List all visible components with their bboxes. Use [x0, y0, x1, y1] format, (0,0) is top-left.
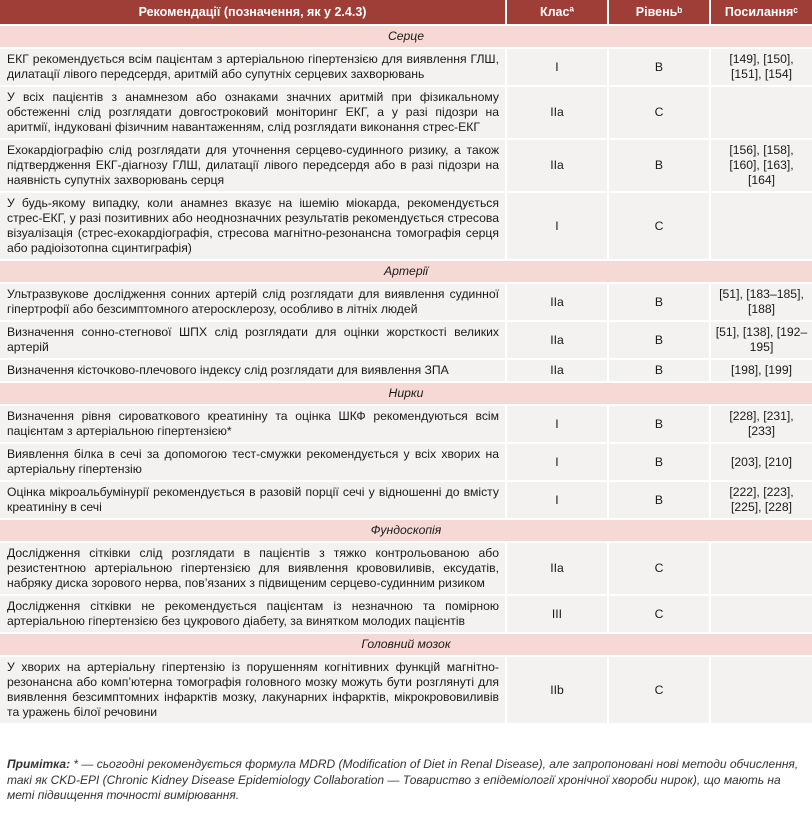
- table-row: [0, 192, 812, 260]
- table-row: [0, 405, 812, 443]
- class-cell: IIa: [506, 283, 608, 321]
- references-cell: [710, 542, 812, 595]
- recommendation-text: У хворих на артеріальну гіпертензію із порушенням когнітивних функцій магнітно-резонансна або комп’ютерна томографія головного мозку можуть бути розглянуті для виявлення безсимптомних інфарктів мозку, лакунарних інфарктів, мікрокрововиливів та уражень білої речовини: [0, 656, 506, 724]
- section-header: [0, 382, 812, 405]
- references-cell: [710, 595, 812, 633]
- references-cell: [51], [183–185], [188]: [710, 283, 812, 321]
- header-class: Класª: [506, 0, 608, 25]
- class-cell: I: [506, 405, 608, 443]
- recommendation-text: Ехокардіографію слід розглядати для уточнення серцево-судинного ризику, а також підтвердження ЕКГ-діагнозу ГЛШ, дилатації лівого передсердя або в разі підозри на наявність супутніх захворювань серця: [0, 139, 506, 192]
- table-row: [0, 48, 812, 86]
- level-cell: B: [608, 405, 710, 443]
- table-row: [0, 283, 812, 321]
- table-row: [0, 359, 812, 382]
- table-row: [0, 443, 812, 481]
- level-cell: C: [608, 192, 710, 260]
- level-cell: B: [608, 283, 710, 321]
- section-header: [0, 25, 812, 48]
- table-row: [0, 86, 812, 139]
- level-cell: C: [608, 595, 710, 633]
- references-cell: [228], [231], [233]: [710, 405, 812, 443]
- references-cell: [710, 656, 812, 724]
- header-level: Рівеньᵇ: [608, 0, 710, 25]
- class-cell: IIa: [506, 86, 608, 139]
- references-cell: [156], [158], [160], [163], [164]: [710, 139, 812, 192]
- table-row: [0, 656, 812, 724]
- recommendation-text: У будь-якому випадку, коли анамнез вказує на ішемію міокарда, рекомендується стрес-ЕКГ, у разі позитивних або неоднозначних результатів рекомендується стресова візуалізація (стрес-ехокардіографія, стресова магнітно-резонансна томографія серця або радіоізотопна сцинтиграфія): [0, 192, 506, 260]
- recommendation-text: У всіх пацієнтів з анамнезом або ознаками значних аритмій при фізикальному обстеженні слід розглядати довгостроковий моніторинг ЕКГ, а у разі підозри на аритмії, індуковані фізичним навантаженням, слід розглядати виконання стрес-ЕКГ: [0, 86, 506, 139]
- class-cell: IIa: [506, 139, 608, 192]
- footnote-text: * — сьогодні рекомендується формула MDRD (Modification of Diet in Renal Disease), але запропоновані нові методи обчислення, такі як CKD-EPI (Chronic Kidney Disease Epidemiology Collaboration — Товариство з епідеміології хронічної хвороби нирок), що мають на меті підвищення точності вимірювання.: [7, 757, 799, 802]
- table-header: [0, 0, 812, 25]
- section-header: [0, 633, 812, 656]
- references-cell: [710, 86, 812, 139]
- section-header: [0, 260, 812, 283]
- references-cell: [203], [210]: [710, 443, 812, 481]
- class-cell: I: [506, 443, 608, 481]
- recommendation-text: Ультразвукове дослідження сонних артерій слід розглядати для виявлення судинної гіпертрофії або безсимптомного атеросклерозу, особливо в літніх людей: [0, 283, 506, 321]
- level-cell: B: [608, 481, 710, 519]
- table-row: [0, 321, 812, 359]
- class-cell: III: [506, 595, 608, 633]
- section-title: Головний мозок: [0, 633, 812, 656]
- section-title: Нирки: [0, 382, 812, 405]
- class-cell: I: [506, 192, 608, 260]
- references-cell: [710, 192, 812, 260]
- section-title: Фундоскопія: [0, 519, 812, 542]
- class-cell: IIa: [506, 542, 608, 595]
- references-cell: [51], [138], [192–195]: [710, 321, 812, 359]
- class-cell: I: [506, 48, 608, 86]
- level-cell: C: [608, 86, 710, 139]
- recommendation-text: ЕКГ рекомендується всім пацієнтам з артеріальною гіпертензією для виявлення ГЛШ, дилатації лівого передсердя, аритмій або супутніх серцевих захворювань: [0, 48, 506, 86]
- table-row: [0, 542, 812, 595]
- level-cell: B: [608, 48, 710, 86]
- references-cell: [149], [150], [151], [154]: [710, 48, 812, 86]
- header-recommendation: Рекомендації (позначення, як у 2.4.3): [0, 0, 506, 25]
- section-title: Серце: [0, 25, 812, 48]
- level-cell: C: [608, 656, 710, 724]
- recommendation-text: Дослідження сітківки не рекомендується пацієнтам із незначною та помірною артеріальною гіпертензією без цукрового діабету, за винятком молодих пацієнтів: [0, 595, 506, 633]
- class-cell: IIb: [506, 656, 608, 724]
- recommendation-text: Дослідження сітківки слід розглядати в пацієнтів з тяжко контрольованою або резистентною артеріальною гіпертензією для виявлення крововиливів, ексудатів, набряку диска зорового нерва, пов’язаних з підвищеним серцево-судинним ризиком: [0, 542, 506, 595]
- header-references: Посиланняᶜ: [710, 0, 812, 25]
- recommendation-text: Визначення кісточково-плечового індексу слід розглядати для виявлення ЗПА: [0, 359, 506, 382]
- table-row: [0, 139, 812, 192]
- class-cell: IIa: [506, 359, 608, 382]
- class-cell: IIa: [506, 321, 608, 359]
- section-title: Артерії: [0, 260, 812, 283]
- recommendation-text: Визначення сонно-стегнової ШПХ слід розглядати для оцінки жорсткості великих артерій: [0, 321, 506, 359]
- table-row: [0, 481, 812, 519]
- footnote-label: Примітка:: [7, 757, 71, 771]
- level-cell: B: [608, 359, 710, 382]
- level-cell: B: [608, 443, 710, 481]
- level-cell: C: [608, 542, 710, 595]
- section-header: [0, 519, 812, 542]
- table-row: [0, 595, 812, 633]
- recommendation-text: Визначення рівня сироваткового креатиніну та оцінка ШКФ рекомендуються всім пацієнтам з артеріальною гіпертензією*: [0, 405, 506, 443]
- level-cell: B: [608, 321, 710, 359]
- level-cell: B: [608, 139, 710, 192]
- footnote: [7, 757, 809, 804]
- class-cell: I: [506, 481, 608, 519]
- recommendation-text: Оцінка мікроальбумінурії рекомендується в разовій порції сечі у відношенні до вмісту креатиніну в сечі: [0, 481, 506, 519]
- recommendation-text: Виявлення білка в сечі за допомогою тест-смужки рекомендується у всіх хворих на артеріальну гіпертензію: [0, 443, 506, 481]
- references-cell: [198], [199]: [710, 359, 812, 382]
- references-cell: [222], [223], [225], [228]: [710, 481, 812, 519]
